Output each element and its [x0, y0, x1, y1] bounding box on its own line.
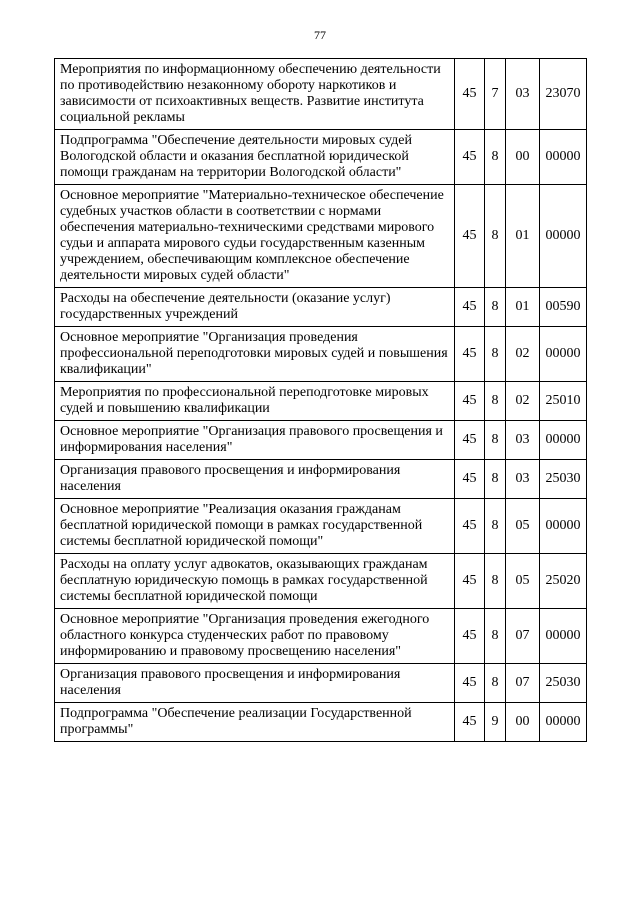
code-direction: 00000	[540, 421, 587, 460]
code-subprogram: 07	[506, 664, 540, 703]
row-name: Организация правового просвещения и информирования населения	[55, 460, 455, 499]
code-program: 8	[485, 421, 506, 460]
code-program: 8	[485, 288, 506, 327]
code-subprogram: 01	[506, 288, 540, 327]
code-subprogram: 05	[506, 554, 540, 609]
table-row	[55, 59, 587, 130]
code-subprogram: 03	[506, 421, 540, 460]
code-chapter: 45	[455, 460, 485, 499]
code-program: 9	[485, 703, 506, 742]
code-program: 8	[485, 185, 506, 288]
code-direction: 25030	[540, 664, 587, 703]
table-row	[55, 460, 587, 499]
table-row	[55, 421, 587, 460]
code-chapter: 45	[455, 185, 485, 288]
code-chapter: 45	[455, 130, 485, 185]
code-direction: 00000	[540, 703, 587, 742]
code-program: 8	[485, 664, 506, 703]
code-chapter: 45	[455, 664, 485, 703]
code-program: 7	[485, 59, 506, 130]
code-direction: 00000	[540, 327, 587, 382]
code-direction: 00000	[540, 130, 587, 185]
code-subprogram: 01	[506, 185, 540, 288]
code-direction: 25020	[540, 554, 587, 609]
row-name: Основное мероприятие "Организация проведения ежегодного областного конкурса студенческих работ по правовому информированию и правовому просвещению населения"	[55, 609, 455, 664]
row-name: Расходы на оплату услуг адвокатов, оказывающих гражданам бесплатную юридическую помощь в рамках государственной системы бесплатной юридической помощи	[55, 554, 455, 609]
code-subprogram: 03	[506, 460, 540, 499]
code-subprogram: 02	[506, 382, 540, 421]
code-chapter: 45	[455, 609, 485, 664]
code-direction: 00590	[540, 288, 587, 327]
code-chapter: 45	[455, 499, 485, 554]
table-row	[55, 185, 587, 288]
row-name: Расходы на обеспечение деятельности (оказание услуг) государственных учреждений	[55, 288, 455, 327]
table-row	[55, 554, 587, 609]
code-subprogram: 00	[506, 130, 540, 185]
row-name: Мероприятия по информационному обеспечению деятельности по противодействию незаконному обороту наркотиков и зависимости от психоактивных веществ. Развитие института социальной рекламы	[55, 59, 455, 130]
page-number: 77	[314, 28, 326, 42]
code-direction: 00000	[540, 185, 587, 288]
code-chapter: 45	[455, 59, 485, 130]
code-chapter: 45	[455, 703, 485, 742]
row-name: Основное мероприятие "Организация правового просвещения и информирования населения"	[55, 421, 455, 460]
table-row	[55, 327, 587, 382]
code-program: 8	[485, 609, 506, 664]
code-chapter: 45	[455, 327, 485, 382]
code-program: 8	[485, 382, 506, 421]
row-name: Основное мероприятие "Материально-техническое обеспечение судебных участков области в соответствии с нормами обеспечения материально-техническими средствами мирового судьи и аппарата мирового судьи государственным казенным учреждением, обеспечивающим комплексное обеспечение деятельности мировых судей области"	[55, 185, 455, 288]
code-direction: 25010	[540, 382, 587, 421]
budget-table	[54, 58, 587, 742]
code-program: 8	[485, 499, 506, 554]
code-chapter: 45	[455, 421, 485, 460]
code-direction: 00000	[540, 609, 587, 664]
budget-table-body	[55, 59, 587, 742]
table-row	[55, 130, 587, 185]
row-name: Мероприятия по профессиональной переподготовке мировых судей и повышению квалификации	[55, 382, 455, 421]
code-chapter: 45	[455, 554, 485, 609]
code-program: 8	[485, 130, 506, 185]
table-row	[55, 382, 587, 421]
table-row	[55, 288, 587, 327]
code-subprogram: 07	[506, 609, 540, 664]
code-subprogram: 02	[506, 327, 540, 382]
code-subprogram: 03	[506, 59, 540, 130]
code-direction: 00000	[540, 499, 587, 554]
row-name: Основное мероприятие "Реализация оказания гражданам бесплатной юридической помощи в рамках государственной системы бесплатной юридической помощи"	[55, 499, 455, 554]
code-program: 8	[485, 554, 506, 609]
row-name: Подпрограмма "Обеспечение деятельности мировых судей Вологодской области и оказания бесплатной юридической помощи гражданам на территории Вологодской области"	[55, 130, 455, 185]
code-subprogram: 00	[506, 703, 540, 742]
code-direction: 25030	[540, 460, 587, 499]
code-subprogram: 05	[506, 499, 540, 554]
table-row	[55, 499, 587, 554]
code-chapter: 45	[455, 382, 485, 421]
code-direction: 23070	[540, 59, 587, 130]
code-program: 8	[485, 460, 506, 499]
code-chapter: 45	[455, 288, 485, 327]
table-row	[55, 703, 587, 742]
row-name: Подпрограмма "Обеспечение реализации Государственной программы"	[55, 703, 455, 742]
code-program: 8	[485, 327, 506, 382]
table-row	[55, 609, 587, 664]
row-name: Организация правового просвещения и информирования населения	[55, 664, 455, 703]
table-row	[55, 664, 587, 703]
row-name: Основное мероприятие "Организация проведения профессиональной переподготовки мировых судей и повышения квалификации"	[55, 327, 455, 382]
